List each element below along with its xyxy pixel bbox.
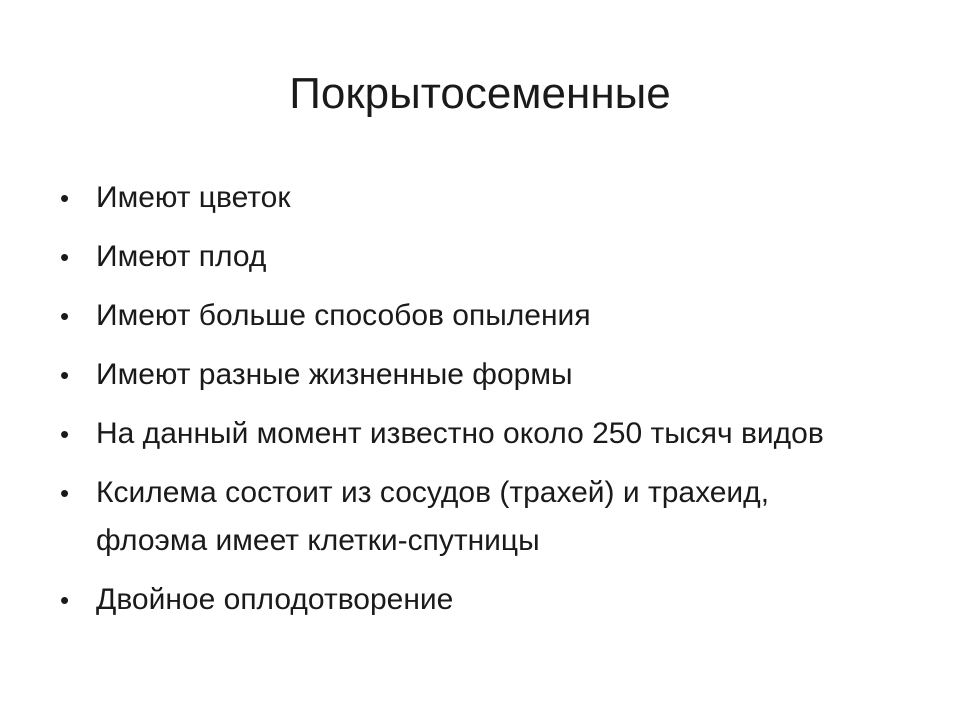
bullet-text: Имеют цветок <box>96 181 291 214</box>
bullet-item-life-forms <box>60 351 880 399</box>
bullet-text: На данный момент известно около 250 тысяч видов <box>96 417 824 450</box>
bullet-text: Имеют разные жизненные формы <box>96 358 573 391</box>
bullet-item-fruit <box>60 233 880 281</box>
bullet-item-xylem-phloem <box>60 469 880 565</box>
bullet-item-double-fertilization <box>60 576 880 624</box>
slide-title: Покрытосеменные <box>289 69 671 118</box>
bullet-icon: • <box>60 301 70 331</box>
bullet-text: Ксилема состоит из сосудов (трахей) и трахеид, флоэма имеет клетки-спутницы <box>96 476 770 557</box>
bullet-text: Двойное оплодотворение <box>96 583 454 616</box>
bullet-icon: • <box>60 478 70 508</box>
bullet-item-pollination <box>60 292 880 340</box>
bullet-icon: • <box>60 419 70 449</box>
bullet-icon: • <box>60 585 70 615</box>
bullet-text: Имеют больше способов опыления <box>96 299 591 332</box>
bullet-icon: • <box>60 242 70 272</box>
bullet-icon: • <box>60 183 70 213</box>
bullet-icon: • <box>60 360 70 390</box>
bullet-item-species-count <box>60 410 880 458</box>
bullet-list <box>60 174 880 635</box>
bullet-text: Имеют плод <box>96 240 267 273</box>
bullet-item-flower <box>60 174 880 222</box>
